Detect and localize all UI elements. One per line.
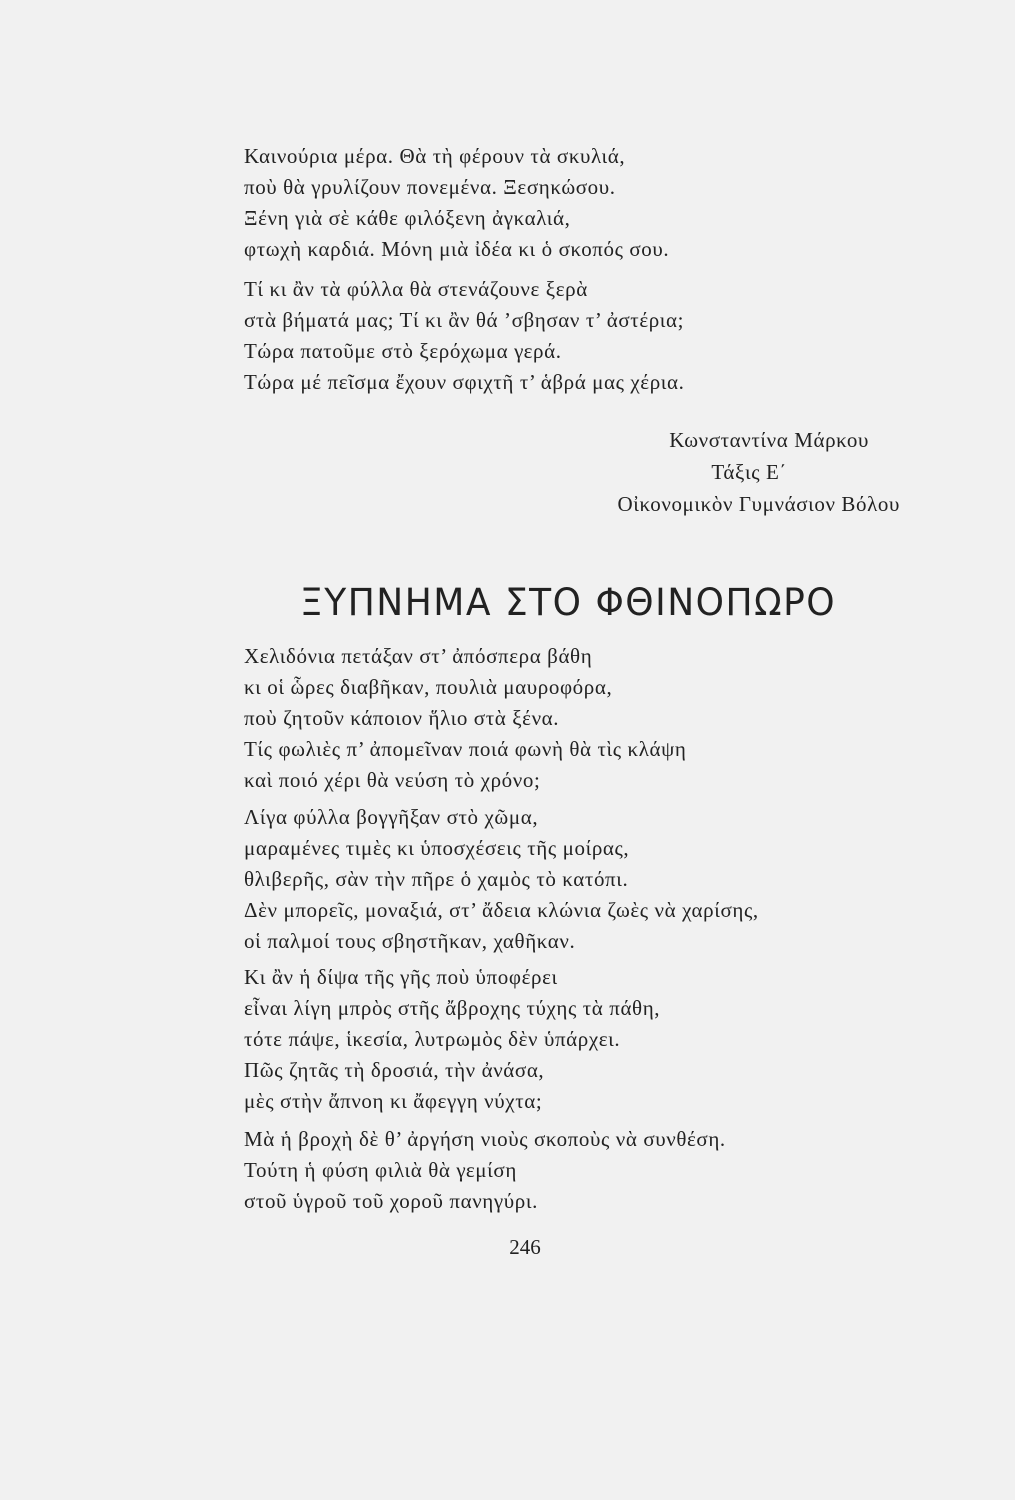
poem-line: Ξένη γιὰ σὲ κάθε φιλόξενη ἀγκαλιά,	[244, 206, 571, 230]
poem-line: στὰ βήματά μας; Τί κι ἂν θά ’σβησαν τ’ ἀστέρια;	[244, 308, 685, 332]
poem-line: Πῶς ζητᾶς τὴ δροσιά, τὴν ἀνάσα,	[244, 1058, 545, 1082]
poem-2-stanza-3	[244, 962, 660, 1117]
poem-line: Καινούρια μέρα. Θὰ τὴ φέρουν τὰ σκυλιά,	[244, 144, 626, 168]
poem-line: Τί κι ἂν τὰ φύλλα θὰ στενάζουνε ξερὰ	[244, 277, 588, 301]
poem-line: κι οἱ ὧρες διαβῆκαν, πουλιὰ μαυροφόρα,	[244, 675, 613, 699]
poem-line: οἱ παλμοί τους σβηστῆκαν, χαθῆκαν.	[244, 929, 576, 953]
poem-line: Χελιδόνια πετάξαν στ’ ἀπόσπερα βάθη	[244, 644, 593, 668]
poem-line: φτωχὴ καρδιά. Μόνη μιὰ ἰδέα κι ὁ σκοπός σου.	[244, 237, 670, 261]
poem-line: Τίς φωλιὲς π’ ἀπομεῖναν ποιά φωνὴ θὰ τὶς κλάψη	[244, 737, 687, 761]
poem-2-stanza-1	[244, 641, 686, 796]
poem-1-stanza-2	[244, 274, 685, 398]
poem-2-title: ΞΥΠΝΗΜΑ ΣΤΟ ΦΘΙΝΟΠΩΡΟ	[300, 581, 837, 625]
poem-line: εἶναι λίγη μπρὸς στῆς ἄβροχης τύχης τὰ πάθη,	[244, 996, 661, 1020]
poem-line: Μὰ ἡ βροχὴ δὲ θ’ ἀργήση νιοὺς σκοποὺς νὰ συνθέση.	[244, 1127, 726, 1151]
author-class: Τάξις Ε΄	[711, 460, 787, 484]
poem-line: τότε πάψε, ἱκεσία, λυτρωμὸς δὲν ὑπάρχει.	[244, 1027, 621, 1051]
poem-line: Τούτη ἡ φύση φιλιὰ θὰ γεμίση	[244, 1158, 517, 1182]
poem-line: καὶ ποιό χέρι θὰ νεύση τὸ χρόνο;	[244, 768, 541, 792]
poem-line: Δὲν μπορεῖς, μοναξιά, στ’ ἄδεια κλώνια ζωὲς νὰ χαρίσης,	[244, 898, 759, 922]
poem-line: Τώρα μέ πεῖσμα ἔχουν σφιχτῆ τ’ ἁβρά μας χέρια.	[244, 370, 685, 394]
poem-line: ποὺ ζητοῦν κάποιον ἥλιο στὰ ξένα.	[244, 706, 560, 730]
poem-1-stanza-1	[244, 141, 669, 265]
poem-line: μὲς στὴν ἄπνοη κι ἄφεγγη νύχτα;	[244, 1089, 543, 1113]
poem-1-signature	[520, 424, 900, 520]
poem-line: θλιβερῆς, σὰν τὴν πῆρε ὁ χαμὸς τὸ κατόπι.	[244, 867, 629, 891]
poem-2-stanza-4	[244, 1124, 726, 1217]
author-name: Κωνσταντίνα Μάρκου	[669, 428, 869, 452]
author-school: Οἰκονομικὸν Γυμνάσιον Βόλου	[617, 492, 900, 516]
poem-line: μαραμένες τιμὲς κι ὑποσχέσεις τῆς μοίρας,	[244, 836, 630, 860]
poem-line: Τώρα πατοῦμε στὸ ξερόχωμα γερά.	[244, 339, 562, 363]
poem-line: ποὺ θὰ γρυλίζουν πονεμένα. Ξεσηκώσου.	[244, 175, 616, 199]
poem-line: Κι ἂν ἡ δίψα τῆς γῆς ποὺ ὑποφέρει	[244, 965, 558, 989]
poem-2-stanza-2	[244, 802, 759, 957]
page-number: 246	[509, 1235, 541, 1259]
poem-line: Λίγα φύλλα βογγῆξαν στὸ χῶμα,	[244, 805, 539, 829]
poem-line: στοῦ ὑγροῦ τοῦ χοροῦ πανηγύρι.	[244, 1189, 538, 1213]
